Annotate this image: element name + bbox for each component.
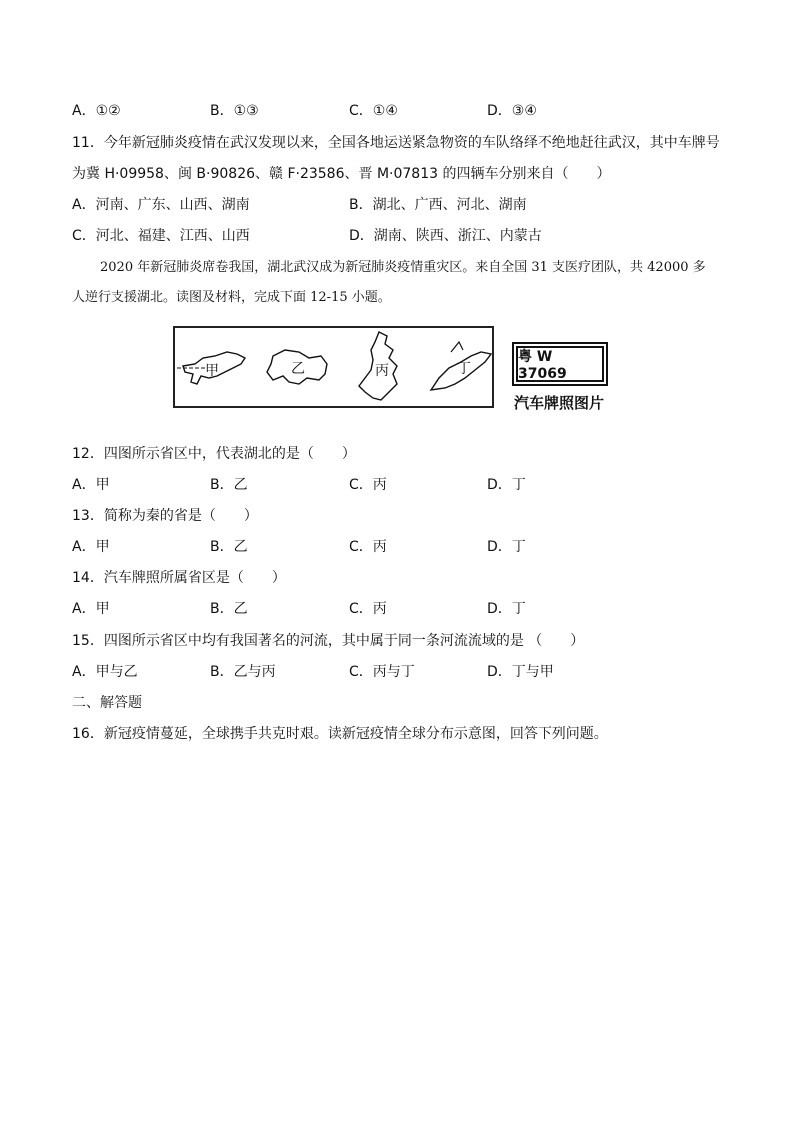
q13-option-a: A．甲 <box>72 539 110 555</box>
province-outlines <box>175 328 492 406</box>
province-maps-figure <box>173 326 494 408</box>
q15-option-a: A．甲与乙 <box>72 664 138 680</box>
q14-option-a: A．甲 <box>72 601 110 617</box>
q15-option-d: D．丁与甲 <box>487 664 554 680</box>
material-line1: 2020 年新冠肺炎席卷我国，湖北武汉成为新冠肺炎疫情重灾区。来自全国 31 支医疗团队，共 42000 多 <box>100 260 706 275</box>
q10-option-a: A．①② <box>72 103 121 119</box>
q10-option-d: D．③④ <box>487 103 537 119</box>
q11-option-d: D．湖南、陕西、浙江、内蒙古 <box>349 228 542 244</box>
q11-option-c: C．河北、福建、江西、山西 <box>72 228 250 244</box>
q12-option-c: C．丙 <box>349 477 387 493</box>
license-plate <box>512 342 608 386</box>
q12-option-b: B．乙 <box>210 477 248 493</box>
q16-stem: 16．新冠疫情蔓延，全球携手共克时艰。读新冠疫情全球分布示意图，回答下列问题。 <box>72 726 608 742</box>
q11-option-b: B．湖北、广西、河北、湖南 <box>349 197 527 213</box>
map-label-ding: 丁 <box>457 361 471 377</box>
q15-option-c: C．丙与丁 <box>349 664 415 680</box>
q10-option-c: C．①④ <box>349 103 398 119</box>
q14-option-b: B．乙 <box>210 601 248 617</box>
map-label-jia: 甲 <box>205 363 219 379</box>
q13-stem: 13．简称为秦的省是（ ） <box>72 508 258 524</box>
q11-stem-line1: 11．今年新冠肺炎疫情在武汉发现以来，全国各地运送紧急物资的车队络绎不绝地赶往武汉，其中车牌号 <box>72 135 720 151</box>
license-plate-text: 粤 W 37069 <box>516 346 604 382</box>
section-heading-answer-questions: 二、解答题 <box>72 695 142 711</box>
q11-stem-line2: 为冀 H·09958、闽 B·90826、赣 F·23586、晋 M·07813 的四辆车分别来自（ ） <box>72 166 611 182</box>
license-plate-caption: 汽车牌照图片 <box>514 394 605 412</box>
q14-option-c: C．丙 <box>349 601 387 617</box>
q12-option-a: A．甲 <box>72 477 110 493</box>
q10-option-b: B．①③ <box>210 103 259 119</box>
q11-option-a: A．河南、广东、山西、湖南 <box>72 197 250 213</box>
material-line2: 人逆行支援湖北。读图及材料，完成下面 12-15 小题。 <box>72 290 391 305</box>
map-label-yi: 乙 <box>291 361 305 377</box>
q14-stem: 14．汽车牌照所属省区是（ ） <box>72 570 286 586</box>
q15-option-b: B．乙与丙 <box>210 664 276 680</box>
q13-option-c: C．丙 <box>349 539 387 555</box>
q15-stem: 15．四图所示省区中均有我国著名的河流，其中属于同一条河流流域的是 （ ） <box>72 633 585 649</box>
map-label-bing: 丙 <box>375 363 389 379</box>
q13-option-d: D．丁 <box>487 539 526 555</box>
q12-option-d: D．丁 <box>487 477 526 493</box>
q13-option-b: B．乙 <box>210 539 248 555</box>
q14-option-d: D．丁 <box>487 601 526 617</box>
q12-stem: 12．四图所示省区中，代表湖北的是（ ） <box>72 446 356 462</box>
